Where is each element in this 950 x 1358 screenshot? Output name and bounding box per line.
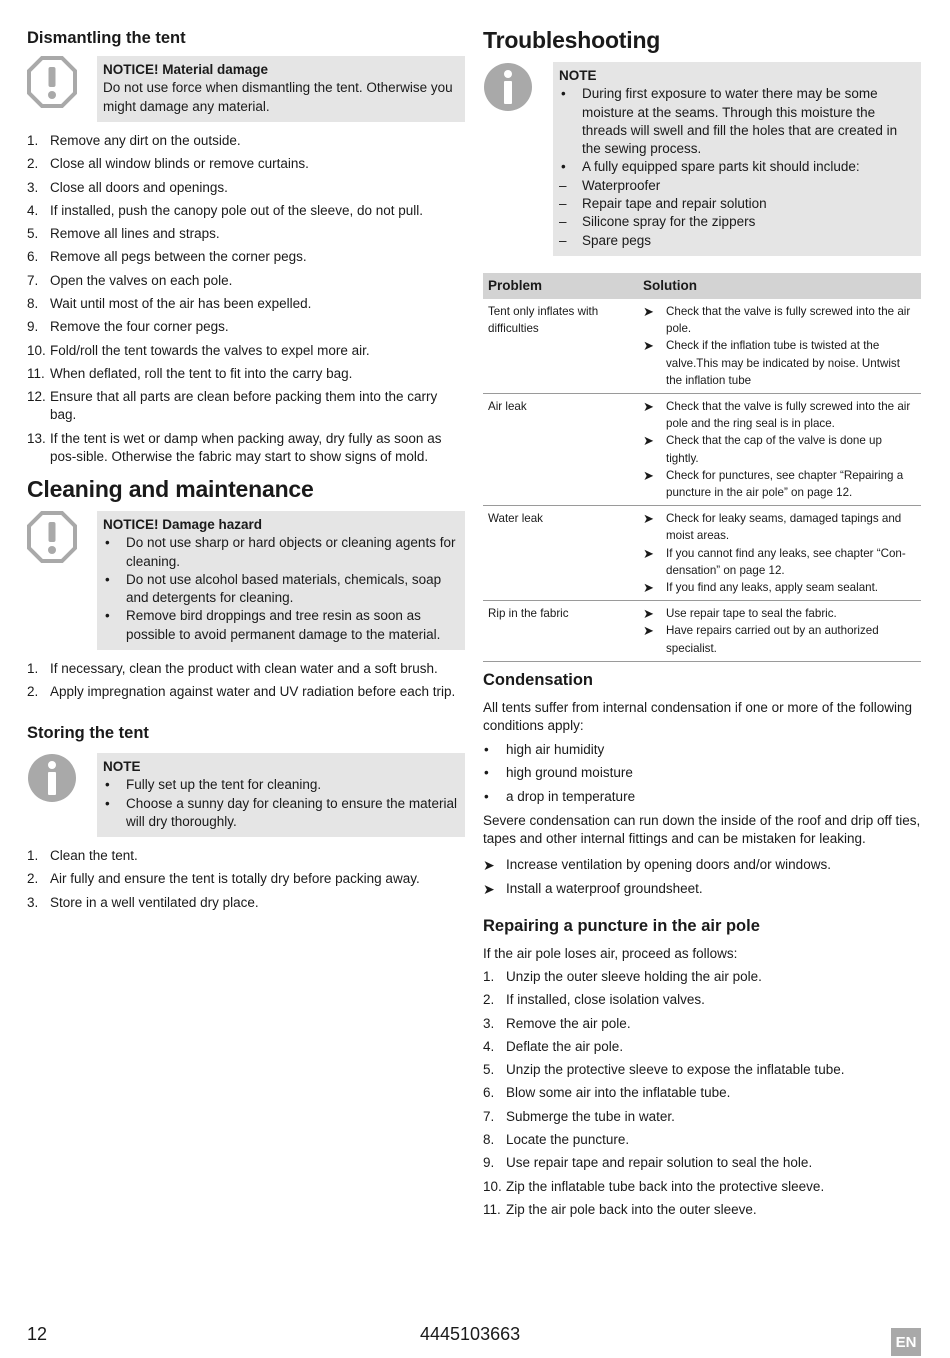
step-item bbox=[27, 894, 467, 912]
step-number: 13. bbox=[27, 430, 46, 446]
condensation-intro: All tents suffer from internal condensation if one or more of the following conditions apply: bbox=[483, 700, 912, 734]
note-dash-item: – Waterproofer bbox=[559, 177, 913, 195]
step-number: 7. bbox=[483, 1108, 495, 1124]
step-number: 10. bbox=[483, 1178, 502, 1194]
step-item bbox=[27, 295, 467, 313]
step-text: Close all window blinds or remove curtains. bbox=[50, 156, 309, 172]
step-number: 10. bbox=[27, 342, 46, 358]
section-heading-dismantling: Dismantling the tent bbox=[27, 29, 186, 47]
step-item bbox=[483, 1201, 923, 1219]
step-item bbox=[27, 365, 467, 383]
note-storing bbox=[27, 753, 465, 837]
note-bullet: • During first exposure to water there may be some moisture at the seams. Through this moisture the threads will swell and fill the holes that are created in the sewing process. bbox=[559, 85, 913, 158]
warning-octagon-icon bbox=[27, 511, 97, 650]
step-item bbox=[483, 1178, 923, 1196]
step-item bbox=[483, 1015, 923, 1033]
step-number: 9. bbox=[27, 319, 39, 335]
step-text: Remove the four corner pegs. bbox=[50, 319, 229, 335]
note-bullet: • Fully set up the tent for cleaning. bbox=[103, 776, 457, 794]
table-header-row bbox=[483, 273, 921, 299]
step-text: Unzip the outer sleeve holding the air pole. bbox=[506, 969, 762, 984]
list-item: • high air humidity bbox=[483, 741, 923, 759]
note-troubleshooting bbox=[483, 62, 921, 256]
table-row bbox=[483, 506, 921, 601]
step-number: 11. bbox=[27, 365, 45, 381]
step-text: Store in a well ventilated dry place. bbox=[50, 894, 259, 910]
notice-box bbox=[97, 511, 465, 650]
solution-item: ➤ Have repairs carried out by an authorized specialist. bbox=[643, 623, 879, 655]
info-circle-icon bbox=[483, 62, 553, 256]
solution-cell bbox=[638, 299, 921, 394]
step-number: 1. bbox=[27, 848, 39, 863]
solution-cell bbox=[638, 601, 921, 662]
condensation-conditions bbox=[483, 741, 923, 811]
notice-damage-hazard bbox=[27, 511, 465, 650]
arrow-icon: ➤ bbox=[483, 857, 495, 873]
note-bullet: • A fully equipped spare parts kit should include: bbox=[559, 158, 913, 176]
note-box bbox=[97, 753, 465, 837]
arrow-icon: ➤ bbox=[643, 338, 654, 354]
solution-item: ➤ If you find any leaks, apply seam sealant. bbox=[643, 580, 879, 596]
arrow-icon: ➤ bbox=[643, 433, 654, 449]
notice-title: NOTICE! Material damage bbox=[103, 62, 269, 77]
notice-bullet: • Remove bird droppings and tree resin as soon as possible to avoid permanent damage to the material. bbox=[103, 607, 457, 644]
step-item bbox=[27, 388, 467, 424]
step-item bbox=[27, 132, 467, 150]
solution-item: ➤ Check if the inflation tube is twisted at the valve.This may be indicated by noise. Untwist the inflation tube bbox=[643, 338, 900, 387]
arrow-icon: ➤ bbox=[483, 881, 495, 898]
troubleshooting-table bbox=[483, 273, 921, 662]
step-item bbox=[27, 225, 467, 243]
solution-item: ➤ Check that the cap of the valve is done up tightly. bbox=[643, 433, 882, 465]
step-text: Close all doors and openings. bbox=[50, 179, 228, 195]
step-number: 2. bbox=[27, 684, 39, 700]
step-item bbox=[27, 318, 467, 336]
language-badge: EN bbox=[891, 1328, 921, 1356]
arrow-icon: ➤ bbox=[643, 467, 654, 483]
problem-cell: Rip in the fabric bbox=[483, 601, 638, 662]
step-item bbox=[483, 1154, 923, 1172]
step-item bbox=[27, 683, 467, 701]
table-row bbox=[483, 299, 921, 394]
step-text: Ensure that all parts are clean before packing them into the carry bag. bbox=[50, 389, 438, 423]
section-heading-cleaning: Cleaning and maintenance bbox=[27, 476, 314, 502]
step-number: 4. bbox=[483, 1038, 495, 1054]
step-text: If installed, close isolation valves. bbox=[506, 992, 705, 1008]
step-text: Zip the air pole back into the outer sleeve. bbox=[506, 1201, 757, 1217]
step-number: 11. bbox=[483, 1201, 501, 1217]
step-number: 4. bbox=[27, 202, 39, 218]
action-item: ➤ Install a waterproof groundsheet. bbox=[483, 881, 703, 898]
solution-item: ➤ Check that the valve is fully screwed into the air pole and the ring seal is in place. bbox=[643, 399, 911, 431]
step-item bbox=[483, 1108, 923, 1126]
note-dash-item: – Silicone spray for the zippers bbox=[559, 213, 913, 231]
note-title: NOTE bbox=[103, 759, 141, 774]
step-text: Remove all lines and straps. bbox=[50, 226, 220, 242]
solution-cell bbox=[638, 394, 921, 506]
step-number: 5. bbox=[27, 226, 39, 242]
storing-steps bbox=[27, 847, 467, 917]
step-item bbox=[27, 430, 467, 466]
step-number: 6. bbox=[483, 1085, 495, 1101]
problem-cell: Air leak bbox=[483, 394, 638, 506]
section-heading-troubleshooting: Troubleshooting bbox=[483, 27, 661, 53]
step-item bbox=[483, 1131, 923, 1149]
step-text: If the tent is wet or damp when packing away, dry fully as soon as pos-sible. Otherwise the fabric may start to show signs of mold. bbox=[50, 430, 442, 464]
page-number: 12 bbox=[27, 1324, 48, 1344]
problem-cell: Water leak bbox=[483, 506, 638, 601]
note-dash-item: – Repair tape and repair solution bbox=[559, 195, 913, 213]
problem-cell: Tent only inflates with difficulties bbox=[483, 299, 638, 394]
step-number: 9. bbox=[483, 1155, 495, 1171]
step-text: Blow some air into the inflatable tube. bbox=[506, 1085, 731, 1101]
arrow-icon: ➤ bbox=[643, 304, 654, 319]
step-item bbox=[483, 1061, 923, 1079]
step-number: 3. bbox=[483, 1015, 495, 1031]
step-item bbox=[27, 248, 467, 266]
note-title: NOTE bbox=[559, 68, 597, 83]
step-number: 1. bbox=[483, 969, 495, 984]
step-item bbox=[27, 342, 467, 360]
step-number: 2. bbox=[27, 871, 39, 887]
step-text: Zip the inflatable tube back into the protective sleeve. bbox=[506, 1178, 825, 1194]
step-item bbox=[483, 1038, 923, 1056]
note-dash-item: – Spare pegs bbox=[559, 232, 913, 250]
step-text: When deflated, roll the tent to fit into the carry bag. bbox=[50, 365, 353, 381]
step-item bbox=[27, 155, 467, 173]
step-item bbox=[483, 991, 923, 1009]
step-text: Remove any dirt on the outside. bbox=[50, 133, 241, 148]
step-number: 6. bbox=[27, 249, 39, 265]
step-number: 8. bbox=[483, 1132, 495, 1148]
section-heading-storing: Storing the tent bbox=[27, 724, 149, 742]
step-number: 8. bbox=[27, 296, 39, 312]
repair-steps bbox=[483, 968, 923, 1224]
solution-item: ➤ Check for punctures, see chapter “Repairing a puncture in the air pole” on page 12. bbox=[643, 467, 904, 500]
cleaning-steps bbox=[27, 660, 467, 707]
solution-item: ➤ Use repair tape to seal the fabric. bbox=[643, 606, 837, 622]
notice-bullet: • Do not use sharp or hard objects or cleaning agents for cleaning. bbox=[103, 534, 457, 571]
arrow-icon: ➤ bbox=[643, 511, 654, 527]
solution-item: ➤ Check for leaky seams, damaged tapings and moist areas. bbox=[643, 511, 902, 543]
step-text: Apply impregnation against water and UV radiation before each trip. bbox=[50, 684, 456, 700]
step-text: Air fully and ensure the tent is totally dry before packing away. bbox=[50, 871, 420, 887]
step-item bbox=[483, 1084, 923, 1102]
arrow-icon: ➤ bbox=[643, 545, 654, 561]
condensation-actions bbox=[483, 856, 923, 904]
step-text: Deflate the air pole. bbox=[506, 1038, 624, 1054]
warning-octagon-icon bbox=[27, 56, 97, 122]
step-text: Clean the tent. bbox=[50, 848, 138, 863]
condensation-text: Severe condensation can run down the inside of the roof and drip off ties, tapes and other internal fittings and can be mistaken for leaking. bbox=[483, 813, 921, 847]
step-number: 7. bbox=[27, 272, 39, 288]
arrow-icon: ➤ bbox=[643, 606, 654, 622]
step-text: If necessary, clean the product with clean water and a soft brush. bbox=[50, 661, 438, 676]
step-number: 5. bbox=[483, 1062, 495, 1078]
column-header-problem: Problem bbox=[483, 273, 638, 299]
notice-bullet: • Do not use alcohol based materials, chemicals, soap and detergents for cleaning. bbox=[103, 571, 457, 608]
step-item bbox=[27, 870, 467, 888]
step-item bbox=[483, 968, 923, 986]
notice-box bbox=[97, 56, 465, 122]
notice-material-damage bbox=[27, 56, 465, 122]
step-item bbox=[27, 272, 467, 290]
step-number: 2. bbox=[483, 992, 495, 1008]
notice-text: Do not use force when dismantling the tent. Otherwise you might damage any material. bbox=[103, 80, 453, 114]
step-text: If installed, push the canopy pole out of the sleeve, do not pull. bbox=[50, 202, 424, 218]
section-heading-repair: Repairing a puncture in the air pole bbox=[483, 917, 760, 935]
step-text: Submerge the tube in water. bbox=[506, 1108, 675, 1124]
step-number: 1. bbox=[27, 133, 39, 148]
step-text: Open the valves on each pole. bbox=[50, 272, 233, 288]
list-item: • a drop in temperature bbox=[483, 788, 923, 806]
step-number: 1. bbox=[27, 661, 39, 676]
step-text: Remove the air pole. bbox=[506, 1015, 631, 1031]
step-text: Wait until most of the air has been expelled. bbox=[50, 296, 312, 312]
document-number: 4445103663 bbox=[420, 1324, 521, 1344]
dismantling-steps bbox=[27, 132, 467, 471]
note-bullet: • Choose a sunny day for cleaning to ensure the material will dry thoroughly. bbox=[103, 795, 457, 832]
column-header-solution: Solution bbox=[638, 273, 921, 299]
step-text: Fold/roll the tent towards the valves to expel more air. bbox=[50, 342, 370, 358]
notice-title: NOTICE! Damage hazard bbox=[103, 517, 263, 532]
arrow-icon: ➤ bbox=[643, 399, 654, 415]
step-number: 2. bbox=[27, 156, 39, 172]
note-box bbox=[553, 62, 921, 256]
step-number: 3. bbox=[27, 179, 39, 195]
step-item bbox=[27, 847, 467, 865]
step-number: 12. bbox=[27, 389, 46, 405]
arrow-icon: ➤ bbox=[643, 580, 654, 596]
solution-cell bbox=[638, 506, 921, 601]
solution-item: ➤ Check that the valve is fully screwed into the air pole. bbox=[643, 304, 911, 336]
step-item bbox=[27, 660, 467, 678]
step-text: Locate the puncture. bbox=[506, 1132, 630, 1148]
step-text: Unzip the protective sleeve to expose the inflatable tube. bbox=[506, 1062, 845, 1078]
action-item: ➤ Increase ventilation by opening doors and/or windows. bbox=[483, 857, 831, 873]
solution-item: ➤ If you cannot find any leaks, see chapter “Con-densation” on page 12. bbox=[643, 545, 906, 577]
step-text: Remove all pegs between the corner pegs. bbox=[50, 249, 307, 265]
repair-intro: If the air pole loses air, proceed as follows: bbox=[483, 946, 738, 961]
step-number: 3. bbox=[27, 894, 39, 910]
table-row bbox=[483, 394, 921, 506]
table-row bbox=[483, 601, 921, 662]
step-text: Use repair tape and repair solution to seal the hole. bbox=[506, 1155, 813, 1171]
list-item: • high ground moisture bbox=[483, 764, 923, 782]
info-circle-icon bbox=[27, 753, 97, 837]
step-item bbox=[27, 179, 467, 197]
arrow-icon: ➤ bbox=[643, 623, 654, 639]
step-item bbox=[27, 202, 467, 220]
section-heading-condensation: Condensation bbox=[483, 671, 593, 689]
